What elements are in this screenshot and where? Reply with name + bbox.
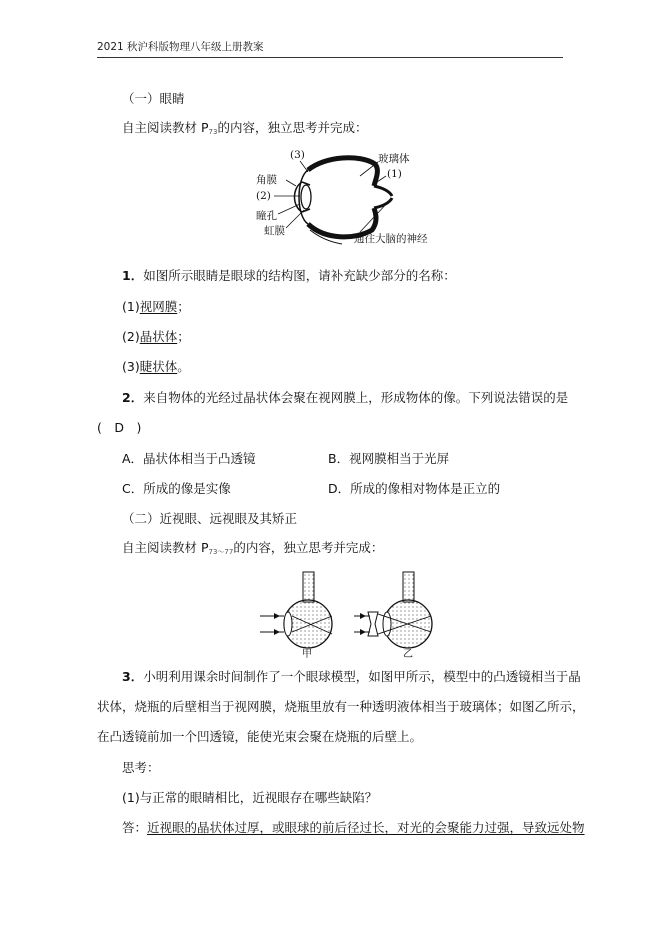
q3-line-1	[122, 667, 581, 685]
eye-label-pupil: 瞳孔	[256, 210, 277, 222]
intro-page-sub: 73	[208, 128, 218, 136]
flask-label-b: 乙	[403, 649, 413, 660]
intro-text-pre: 自主阅读教材 P	[122, 120, 209, 135]
intro2-text-pre: 自主阅读教材 P	[122, 540, 209, 555]
eye-label-nerve: 通往大脑的神经	[354, 233, 428, 245]
q1-a3-value: 睫状体	[139, 359, 178, 374]
think-answer	[122, 818, 585, 836]
q1-a3-index: (3)	[122, 359, 140, 374]
q1-a2-value: 晶状体	[139, 329, 178, 344]
flask-label-a: 甲	[302, 649, 312, 660]
q2-answer: ( D )	[97, 420, 142, 435]
q2-option-c: C．所成的像是实像	[122, 481, 231, 496]
flask-diagram	[256, 566, 456, 658]
eye-diagram	[250, 148, 450, 246]
q3-line-2: 状体，烧瓶的后壁相当于视网膜，烧瓶里放有一种透明液体相当于玻璃体；如图乙所示，	[97, 699, 585, 714]
q1-text: 如图所示眼睛是眼球的结构图，请补充缺少部分的名称：	[143, 268, 456, 283]
q1-a2-punct: ；	[177, 329, 190, 344]
q3-text-1: 小明利用课余时间制作了一个眼球模型，如图甲所示，模型中的凸透镜相当于晶	[143, 669, 581, 684]
q1-answer-2	[122, 327, 190, 345]
q1-stem	[122, 266, 456, 284]
flask-diagram-svg	[256, 566, 456, 658]
eye-label-1: (1)	[387, 168, 402, 180]
section2-intro	[122, 538, 383, 557]
q3-number: 3．	[122, 669, 144, 684]
section1-heading: （一）眼睛	[122, 91, 185, 106]
q2-number: 2．	[122, 390, 144, 405]
think-question: (1)与正常的眼睛相比，近视眼存在哪些缺陷？	[122, 790, 378, 805]
q2-option-d: D．所成的像相对物体是正立的	[328, 481, 501, 496]
think-answer-label: 答：	[122, 820, 148, 835]
q1-a2-index: (2)	[122, 329, 140, 344]
q2-text: 来自物体的光经过晶状体会聚在视网膜上，形成物体的像。下列说法错误的是	[143, 390, 569, 405]
intro2-page-sub: 73～77	[208, 548, 234, 556]
eye-label-vitreous: 玻璃体	[378, 153, 410, 165]
section2-heading: （二）近视眼、远视眼及其矫正	[122, 511, 298, 526]
q1-a1-value: 视网膜	[139, 299, 178, 314]
section1-intro	[122, 118, 367, 136]
q3-line-3: 在凸透镜前加一个凹透镜，能使光束会聚在烧瓶的后壁上。	[97, 729, 423, 744]
q2-stem	[122, 388, 568, 406]
q2-option-b: B．视网膜相当于光屏	[328, 451, 450, 466]
q1-a1-punct: ；	[177, 299, 190, 314]
q1-a1-index: (1)	[122, 299, 140, 314]
eye-label-3: (3)	[290, 149, 305, 161]
eye-label-cornea: 角膜	[256, 174, 277, 186]
header-rule	[97, 57, 563, 58]
eye-label-iris: 虹膜	[264, 225, 285, 237]
think-heading: 思考：	[122, 760, 160, 775]
page-header: 2021 秋沪科版物理八年级上册教案	[97, 41, 264, 53]
q2-option-a: A．晶状体相当于凸透镜	[122, 451, 256, 466]
q1-answer-3	[122, 357, 190, 375]
q1-a3-punct: 。	[177, 359, 190, 374]
intro2-text-post: 的内容，独立思考并完成：	[233, 540, 384, 555]
intro-text-post: 的内容，独立思考并完成：	[217, 120, 368, 135]
think-answer-text: 近视眼的晶状体过厚，或眼球的前后径过长，对光的会聚能力过强，导致远处物	[147, 820, 585, 835]
eye-label-2: (2)	[256, 190, 271, 202]
q1-number: 1．	[122, 268, 144, 283]
q1-answer-1	[122, 297, 190, 315]
